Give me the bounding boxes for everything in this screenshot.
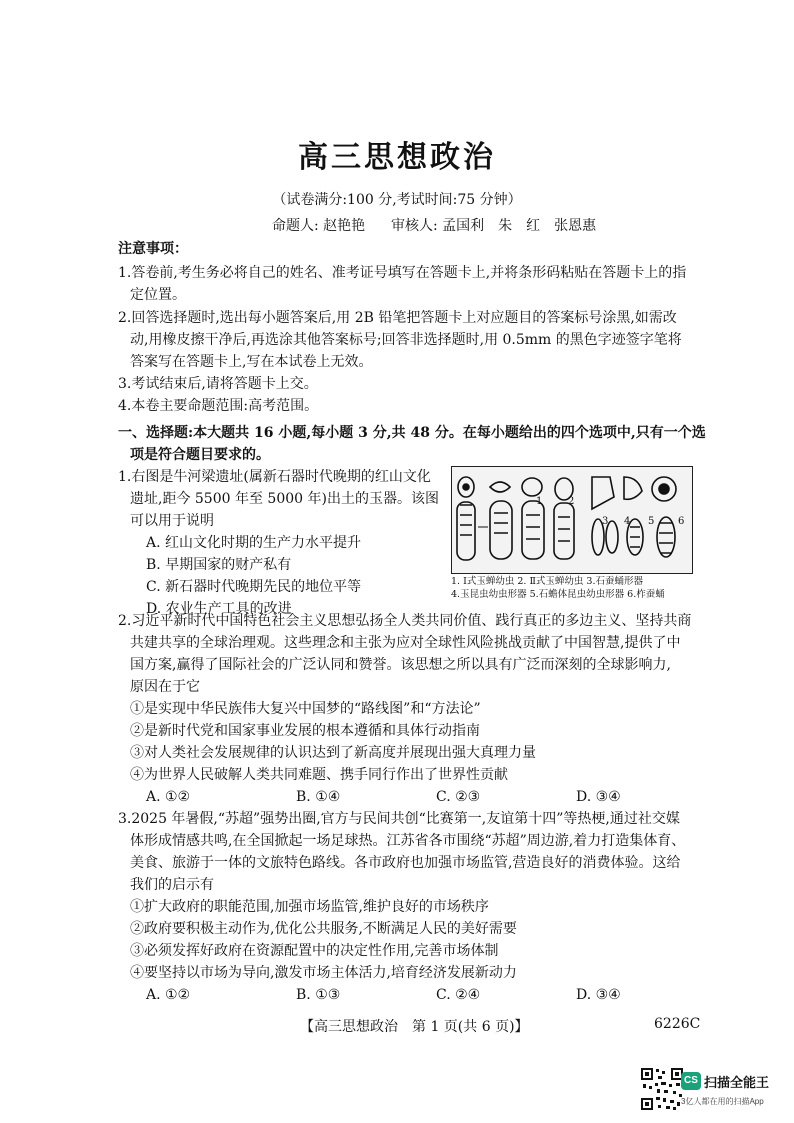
q1-option-b: B. 早期国家的财产私有: [146, 557, 292, 573]
section-heading: 一、选择题:本大题共 16 小题,每小题 3 分,共 48 分。在每小题给出的四个选项中,只有一个选: [118, 425, 706, 441]
q3-stem: 我们的启示有: [130, 877, 214, 893]
q1-option-c: C. 新石器时代晚期先民的地位平等: [146, 579, 362, 595]
q3-options: [0, 984, 794, 1006]
jade-artifacts-illustration: [452, 467, 692, 573]
notes-line: 动,用橡皮擦干净后,再选涂其他答案标号;回答非选择题时,用 0.5mm 的黑色字迹签字笔将: [130, 332, 682, 348]
q2-stem: 原因在于它: [130, 679, 200, 695]
q2-stem: 2.习近平新时代中国特色社会主义思想弘扬全人类共同价值、践行真正的多边主义、坚持共商: [118, 613, 692, 629]
figure-label: 2: [568, 496, 575, 507]
q2-statement: ①是实现中华民族伟大复兴中国梦的“路线图”和“方法论”: [130, 701, 481, 717]
section-heading: 项是符合题目要求的。: [130, 447, 270, 463]
camscanner-logo: CS: [681, 1072, 701, 1090]
q3-statement: ②政府要积极主动作为,优化公共服务,不断满足人民的美好需要: [130, 921, 517, 937]
q3-option-a: A. ①②: [146, 987, 191, 1003]
notes-line: 答案写在答题卡上,写在本试卷上无效。: [130, 354, 373, 370]
q2-statement: ③对人类社会发展规律的认识达到了新高度并展现出强大真理力量: [130, 745, 536, 761]
notes-line: 4.本卷主要命题范围:高考范围。: [118, 398, 319, 414]
q3-option-c: C. ②④: [436, 987, 481, 1003]
paper-code: 6226C: [654, 1016, 701, 1032]
reviewers: 审核人: 孟国利 朱 红 张恩惠: [391, 218, 597, 234]
q3-stem: 3.2025 年暑假,“苏超”强势出圈,官方与民间共创“比赛第一,友谊第十四”等热梗,通过社交媒: [118, 811, 680, 827]
figure-label: 1: [536, 496, 543, 507]
q2-stem: 共建共享的全球治理观。这些理念和主张为应对全球性风险挑战贡献了中国智慧,提供了中: [130, 635, 681, 651]
notes-line: 3.考试结束后,请将答题卡上交。: [118, 376, 318, 392]
figure-caption: 4.玉昆虫幼虫形器 5.石蟾体昆虫幼虫形器 6.柞蚕蛹: [451, 589, 665, 600]
qr-code-icon: [640, 1067, 684, 1111]
q2-statement: ④为世界人民破解人类共同难题、携手同行作出了世界性贡献: [130, 767, 508, 783]
exam-info: （试卷满分:100 分,考试时间:75 分钟）: [272, 192, 522, 208]
q2-option-b: B. ①④: [296, 789, 341, 805]
q2-options: [0, 786, 794, 808]
figure-label: 4: [624, 516, 631, 527]
camscanner-tagline: 3亿人都在用的扫描App: [681, 1097, 764, 1106]
camscanner-name: 扫描全能王: [704, 1075, 770, 1090]
notes-line: 1.答卷前,考生务必将自己的姓名、准考证号填写在答题卡上,并将条形码粘贴在答题卡上的指: [118, 265, 687, 281]
q2-option-a: A. ①②: [146, 789, 191, 805]
figure-label: 3: [602, 516, 609, 527]
figure-label: 5: [648, 516, 655, 527]
notes-line: 定位置。: [130, 287, 186, 303]
q2-stem: 国方案,赢得了国际社会的广泛认同和赞誉。该思想之所以具有广泛而深刻的全球影响力,: [130, 657, 671, 673]
notes-line: 2.回答选择题时,选出每小题答案后,用 2B 铅笔把答题卡上对应题目的答案标号涂黑,如需改: [118, 310, 677, 326]
figure-label: 6: [678, 516, 685, 527]
q3-option-b: B. ①③: [296, 987, 341, 1003]
setter: 命题人: 赵艳艳: [272, 218, 366, 234]
q3-stem: 美食、旅游于一体的文旅特色路线。各市政府也加强市场监管,营造良好的消费体验。这给: [130, 855, 681, 871]
q2-statement: ②是新时代党和国家事业发展的根本遵循和具体行动指南: [130, 723, 480, 739]
q1-option-d: D. 农业生产工具的改进: [146, 601, 292, 617]
q2-option-d: D. ③④: [576, 789, 621, 805]
q3-statement: ③必须发挥好政府在资源配置中的决定性作用,完善市场体制: [130, 943, 499, 959]
q3-statement: ①扩大政府的职能范围,加强市场监管,维护良好的市场秩序: [130, 899, 489, 915]
q1-stem: 遗址,距今 5500 年至 5000 年)出土的玉器。该图: [130, 491, 439, 507]
q1-option-a: A. 红山文化时期的生产力水平提升: [146, 535, 362, 551]
notes-heading: 注意事项：: [118, 241, 188, 257]
page-footer: 【高三思想政治 第 1 页(共 6 页)】: [300, 1019, 529, 1035]
page-title: 高三思想政治: [298, 140, 496, 175]
jade-artifacts-figure: [451, 466, 693, 574]
q2-option-c: C. ②③: [436, 789, 481, 805]
q3-stem: 体形成情感共鸣,在全国掀起一场足球热。江苏省各市围绕“苏超”周边游,着力打造集体育、: [130, 833, 686, 849]
figure-caption: 1. Ⅰ式玉蝉幼虫 2. Ⅱ式玉蝉幼虫 3.石蚕蛹形器: [451, 576, 643, 587]
q1-stem: 1.右图是牛河梁遗址(属新石器时代晚期的红山文化: [118, 469, 431, 485]
q3-option-d: D. ③④: [576, 987, 621, 1003]
q1-stem: 可以用于说明: [130, 513, 214, 529]
q3-statement: ④要坚持以市场为导向,激发市场主体活力,培育经济发展新动力: [130, 965, 517, 981]
